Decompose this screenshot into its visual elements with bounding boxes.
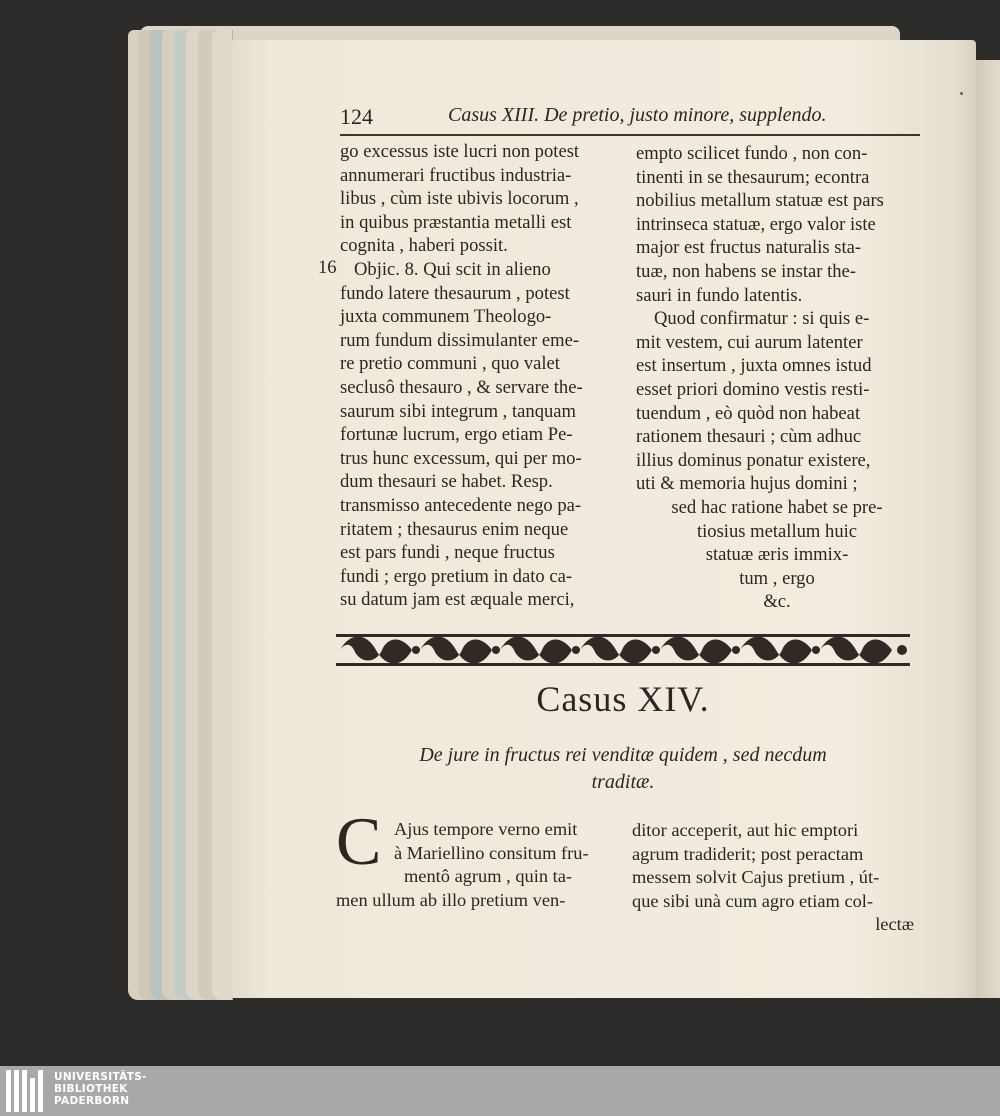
library-name: UNIVERSITÄTS- BIBLIOTHEK PADERBORN: [54, 1071, 147, 1107]
folio-number: 124: [340, 104, 373, 129]
text-line: agrum tradiderit; post peractam: [632, 843, 864, 864]
text-line: in quibus præstantia metalli est: [340, 211, 572, 233]
text-line: tuendum , eò quòd non habeat: [636, 402, 861, 424]
text-line: que sibi unà cum agro etiam col-: [632, 890, 874, 911]
text-line: dum thesauri se habet. Resp.: [340, 471, 553, 493]
text-line: juxta communem Theologo-: [340, 306, 552, 328]
text-line: statuæ æris immix-: [705, 544, 849, 566]
text-line: saurum sibi integrum , tanquam: [340, 400, 576, 422]
text-line: esset priori domino vestis resti-: [636, 378, 870, 400]
text-line: est pars fundi , neque fructus: [340, 542, 555, 564]
text-line: illius dominus ponatur existere,: [636, 449, 871, 471]
text-line: major est fructus naturalis sta-: [636, 237, 862, 259]
text-line: men ullum ab illo pretium ven-: [336, 889, 566, 910]
catchword: lectæ: [875, 914, 914, 935]
text-line: sed hac ratione habet se pre-: [671, 496, 883, 518]
text-line: intrinseca statuæ, ergo valor iste: [636, 213, 876, 235]
text-line: uti & memoria hujus domini ;: [636, 473, 858, 495]
text-line: libus , cùm iste ubivis locorum ,: [340, 188, 579, 210]
text-line: trus hunc excessum, qui per mo-: [340, 447, 582, 469]
text-line: ritatem ; thesaurus enim neque: [340, 518, 569, 540]
text-line: rationem thesauri ; cùm adhuc: [636, 426, 862, 448]
printers-ornament-band: [336, 630, 910, 670]
subtitle-line: De jure in fructus rei venditæ quidem , sed necdum: [419, 744, 827, 766]
text-line: mentô agrum , quin ta-: [404, 866, 573, 887]
text-line: re pretio communi , quo valet: [340, 353, 560, 375]
library-footer-bar: [0, 1066, 1000, 1116]
body-left-column: [336, 818, 618, 912]
text-line: annumerari fructibus industria-: [340, 164, 572, 186]
text-line: mit vestem, cui aurum latenter: [636, 331, 863, 353]
text-line: nobilius metallum statuæ est pars: [636, 190, 884, 212]
page-header: [340, 100, 920, 136]
margin-number: 16: [318, 257, 337, 278]
running-title: Casus XIII. De pretio, justo minore, supplendo.: [448, 104, 827, 126]
right-column: [636, 142, 918, 614]
text-line: go excessus iste lucri non potest: [340, 141, 580, 162]
text-line: tum , ergo: [739, 567, 815, 589]
text-line: tiosius metallum huic: [696, 520, 858, 542]
text-line: sauri in fundo latentis.: [636, 284, 803, 306]
text-line: Objic. 8. Qui scit in alieno: [354, 258, 551, 280]
section-subtitle: [336, 742, 910, 796]
text-line: su datum jam est æquale merci,: [340, 589, 575, 611]
book-page-edges: [128, 30, 238, 1000]
header-rule: [340, 134, 920, 136]
text-line: tuæ, non habens se instar the-: [636, 260, 856, 282]
text-line: transmisso antecedente nego pa-: [340, 494, 582, 516]
section-title: Casus XIV.: [536, 679, 710, 719]
text-line: fortunæ lucrum, ergo etiam Pe-: [340, 424, 573, 446]
body-right-column: [632, 818, 914, 936]
text-line: fundi ; ergo pretium in dato ca-: [340, 565, 573, 587]
text-line: à Mariellino consitum fru-: [394, 842, 589, 863]
text-line: rum fundum dissimulanter eme-: [340, 329, 580, 351]
library-logo-icon: [6, 1070, 46, 1112]
paper-speck: [960, 92, 963, 95]
text-line: seclusô thesauro , & servare the-: [340, 376, 583, 398]
text-line: tinenti in se thesaurum; econtra: [636, 166, 870, 188]
text-line: fundo latere thesaurum , potest: [340, 282, 570, 304]
subtitle-line: traditæ.: [591, 771, 655, 793]
text-line: cognita , haberi possit.: [340, 235, 508, 257]
left-column: [340, 140, 622, 612]
text-line: messem solvit Cajus pretium , út-: [632, 867, 880, 888]
text-line: &c.: [763, 591, 791, 613]
drop-capital: C: [336, 803, 382, 879]
text-line: empto scilicet fundo , non con-: [636, 143, 868, 164]
text-line: Quod confirmatur : si quis e-: [654, 308, 870, 330]
text-line: est insertum , juxta omnes istud: [636, 355, 872, 377]
text-line: ditor acceperit, aut hic emptori: [632, 820, 859, 840]
text-line: Ajus tempore verno emit: [394, 819, 578, 839]
